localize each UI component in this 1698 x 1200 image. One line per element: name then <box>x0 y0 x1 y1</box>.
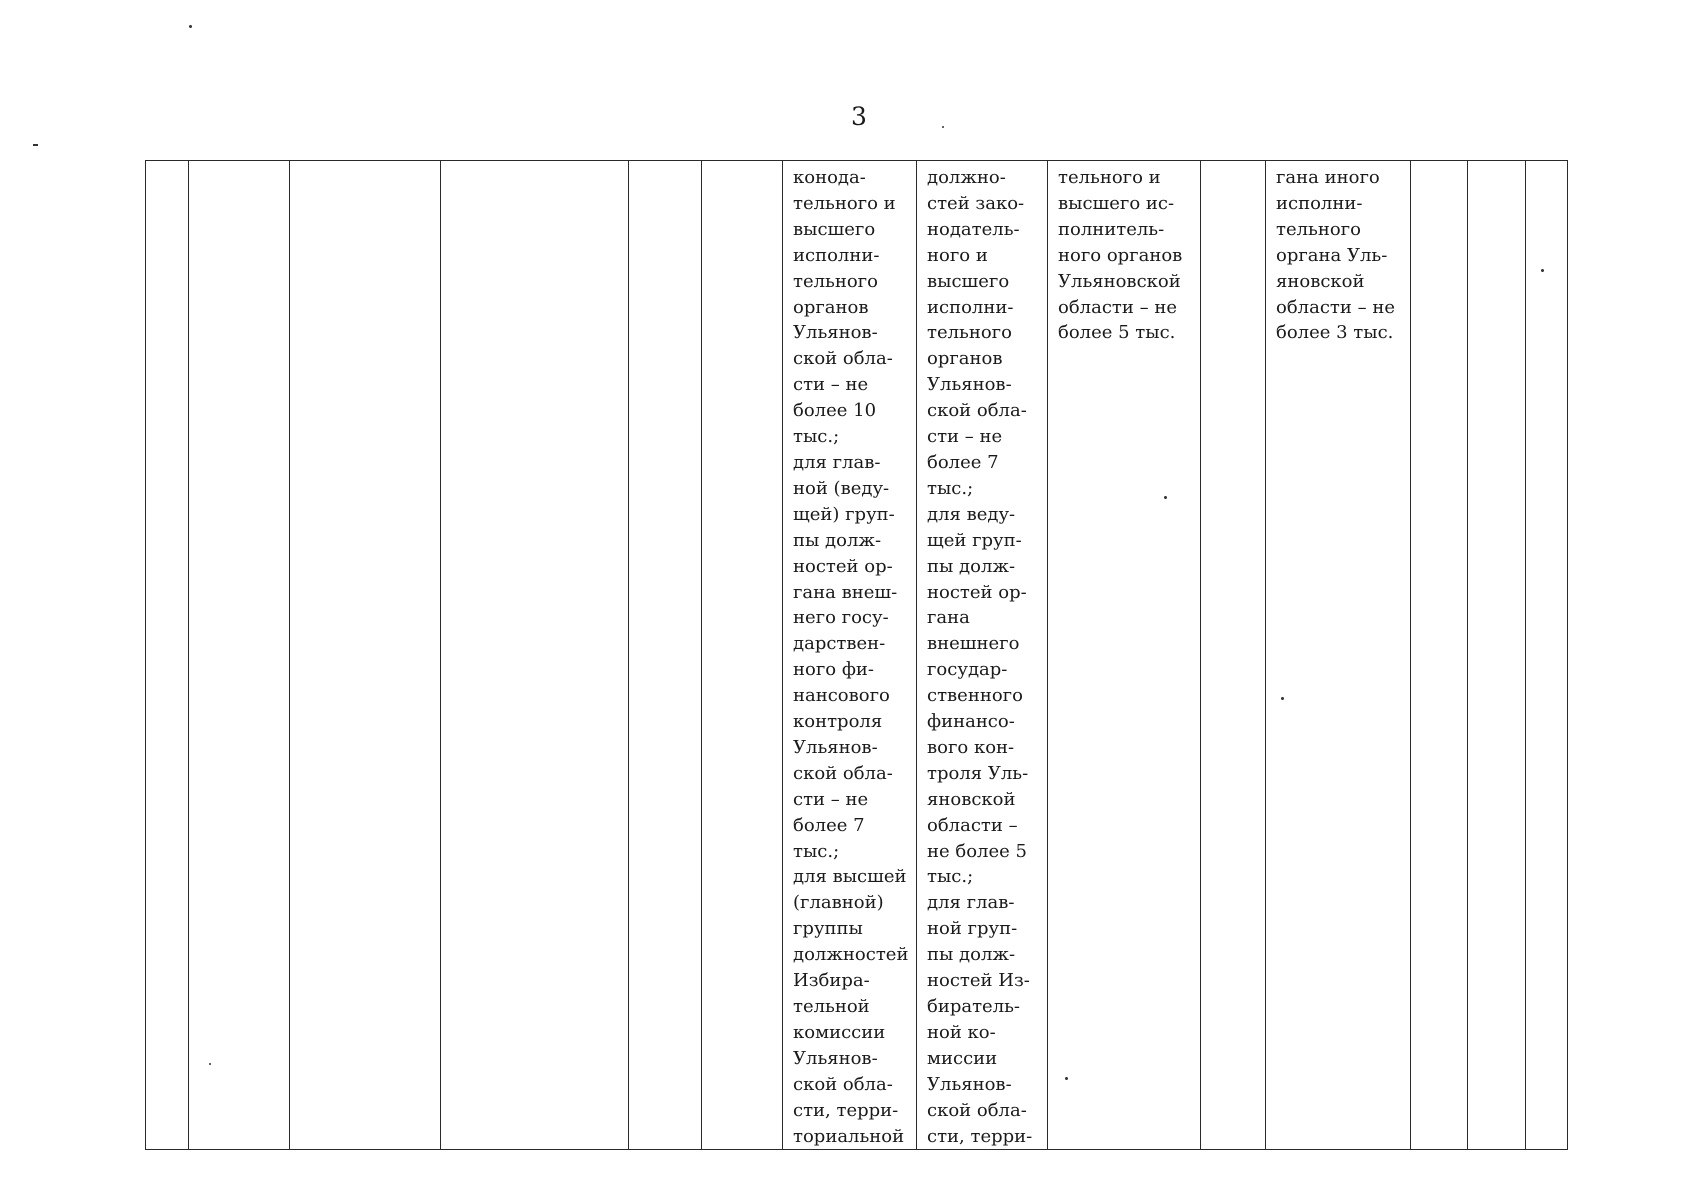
table-cell-col-2 <box>189 161 290 1150</box>
table-cell-col-14 <box>1526 161 1568 1150</box>
scan-speck <box>1281 697 1284 700</box>
table-cell-col-5 <box>629 161 702 1150</box>
scan-speck <box>1541 269 1544 272</box>
table-cell-col-3 <box>290 161 441 1150</box>
table-cell-col-4 <box>441 161 629 1150</box>
document-table <box>145 160 1568 1150</box>
scan-speck <box>1065 1077 1068 1080</box>
page-number: 3 <box>851 102 867 131</box>
table-cell-col-12 <box>1411 161 1468 1150</box>
scan-speck <box>33 144 38 146</box>
table-row <box>146 161 1568 1150</box>
table-cell-col-9: тельного и высшего ис- полнитель- ного органов Ульяновской области – не более 5 тыс. <box>1048 161 1201 1150</box>
table-cell-col-6 <box>702 161 783 1150</box>
table-cell-col-7: конода- тельного и высшего исполни- тельного органов Ульянов- ской обла- сти – не более 10 тыс.; для глав- ной (веду- щей) груп- пы долж- ностей ор- гана внеш- него госу- дарствен- ного фи- нансового контроля Ульянов- ской обла- сти – не более 7 тыс.; для высшей (главной) группы должностей Избира- тельной комиссии Ульянов- ской обла- сти, терри- ториальной <box>783 161 917 1150</box>
table-cell-col-11: гана иного исполни- тельного органа Уль- яновской области – не более 3 тыс. <box>1266 161 1411 1150</box>
table-cell-col-8: должно- стей зако- нодатель- ного и высшего исполни- тельного органов Ульянов- ской обла- сти – не более 7 тыс.; для веду- щей груп- пы долж- ностей ор- гана внешнего государ- ственного финансо- вого кон- троля Уль- яновской области – не более 5 тыс.; для глав- ной груп- пы долж- ностей Из- биратель- ной ко- миссии Ульянов- ской обла- сти, терри- <box>917 161 1048 1150</box>
table-cell-col-13 <box>1468 161 1526 1150</box>
scan-speck <box>209 1063 211 1065</box>
scan-speck <box>189 25 192 28</box>
table-cell-col-1 <box>146 161 189 1150</box>
scan-speck <box>942 126 944 128</box>
scan-speck <box>1164 496 1167 499</box>
table-cell-col-10 <box>1201 161 1266 1150</box>
